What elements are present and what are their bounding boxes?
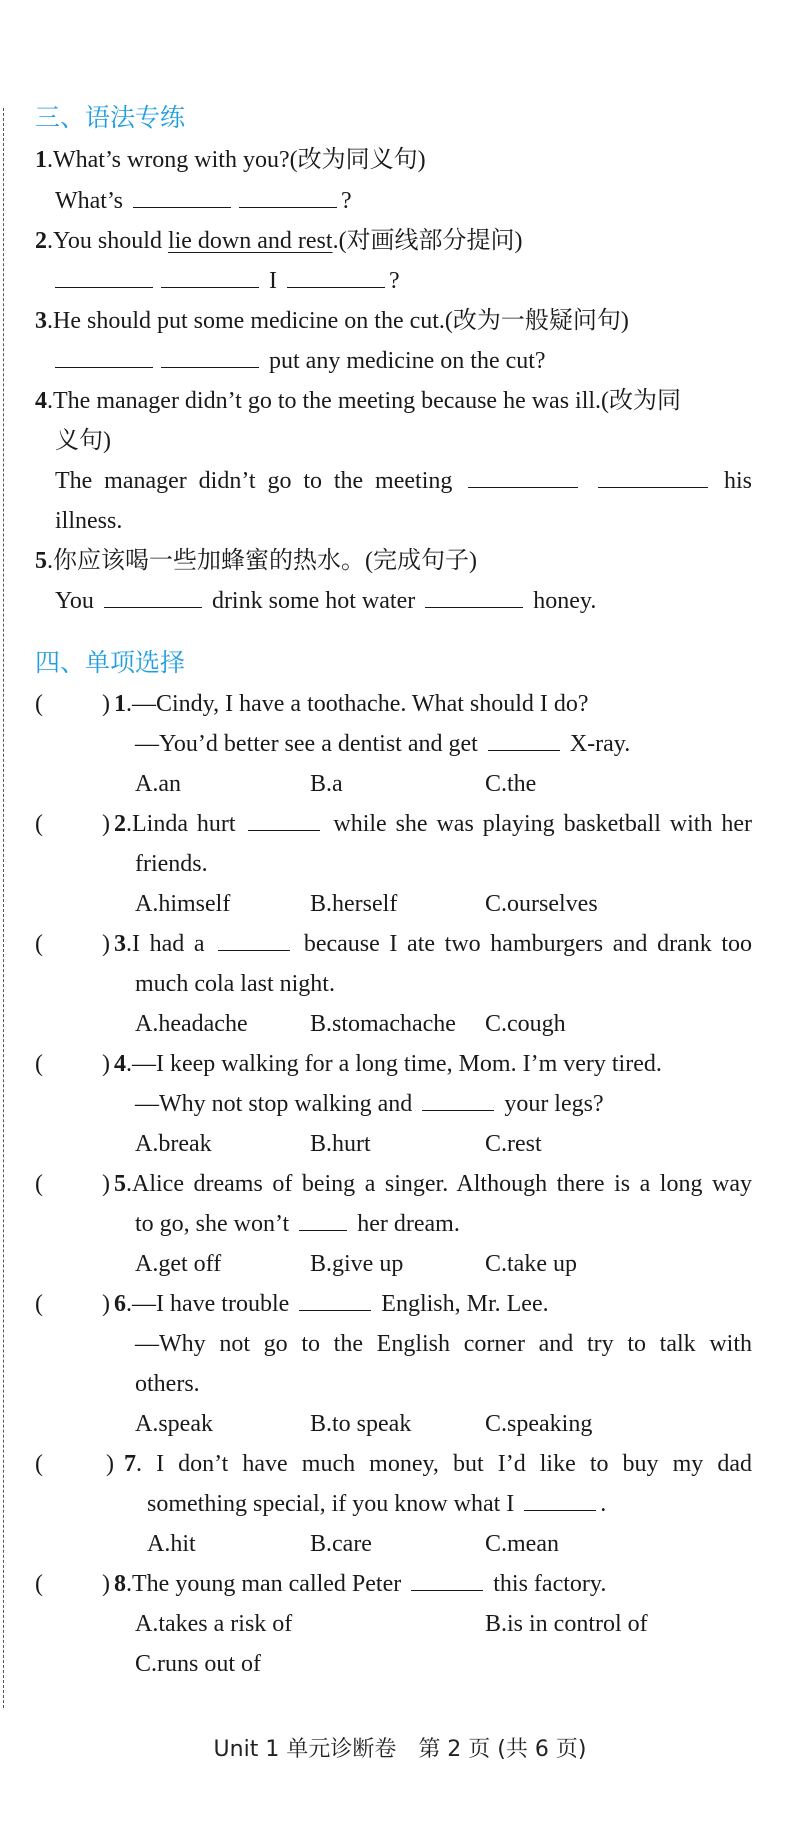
question-text: her dream. — [357, 1211, 460, 1237]
option-b[interactable]: B.to speak — [310, 1411, 412, 1437]
option-a[interactable]: A.break — [135, 1131, 212, 1157]
question-number: 3 — [35, 308, 47, 334]
answer-blank[interactable] — [598, 467, 708, 488]
question-text: .The manager didn’t go to the meeting because he was ill.(改为同 — [47, 388, 682, 414]
choice-q3-line2: much cola last night. — [135, 971, 335, 997]
choice-q3 — [114, 929, 752, 959]
option-b[interactable]: B.care — [310, 1531, 372, 1557]
answer-text: honey. — [533, 588, 597, 614]
answer-paren-close: ) — [102, 1291, 110, 1317]
option-c[interactable]: C.ourselves — [485, 891, 598, 917]
answer-paren-open[interactable]: ( — [35, 811, 43, 837]
grammar-q3-answer — [55, 346, 546, 376]
grammar-q1 — [35, 145, 426, 175]
question-number: 7 — [124, 1451, 136, 1477]
question-text: something special, if you know what I — [147, 1491, 515, 1517]
choice-q6 — [114, 1289, 549, 1319]
question-text: .—I keep walking for a long time, Mom. I’m very tired. — [126, 1051, 662, 1077]
option-c[interactable]: C.speaking — [485, 1411, 593, 1437]
question-text: this factory. — [493, 1571, 607, 1597]
answer-blank — [411, 1570, 483, 1591]
answer-text: You — [55, 588, 94, 614]
grammar-q5-answer — [55, 586, 596, 616]
answer-blank — [488, 730, 560, 751]
answer-blank — [422, 1090, 494, 1111]
grammar-q4-answer-line2: illness. — [55, 508, 123, 534]
option-c[interactable]: C.take up — [485, 1251, 577, 1277]
answer-paren-close: ) — [102, 1171, 110, 1197]
choice-q1 — [114, 689, 589, 719]
answer-paren-close: ) — [102, 691, 110, 717]
question-number: 2 — [114, 811, 126, 837]
answer-text: ? — [389, 268, 400, 294]
answer-paren-close: ) — [102, 811, 110, 837]
question-number: 1 — [35, 147, 47, 173]
grammar-q3 — [35, 306, 629, 336]
question-text: .Linda hurt — [126, 811, 236, 837]
option-c[interactable]: C.rest — [485, 1131, 542, 1157]
answer-paren-open[interactable]: ( — [35, 1171, 43, 1197]
answer-paren-open[interactable]: ( — [35, 691, 43, 717]
answer-paren-close: ) — [102, 1051, 110, 1077]
choice-q5 — [114, 1169, 752, 1199]
answer-paren-open[interactable]: ( — [35, 1051, 43, 1077]
answer-text: ? — [340, 188, 352, 214]
question-text: English, Mr. Lee. — [381, 1291, 549, 1317]
answer-blank[interactable] — [55, 267, 153, 288]
answer-text: I — [269, 268, 277, 294]
question-text: . I don’t have much money, but I’d like to buy my dad — [136, 1451, 752, 1477]
grammar-section-heading: 三、语法专练 — [35, 103, 186, 132]
answer-blank — [218, 930, 290, 951]
option-a[interactable]: A.speak — [135, 1411, 213, 1437]
choice-q6-line3: others. — [135, 1371, 200, 1397]
question-number: 5 — [114, 1171, 126, 1197]
choice-q2 — [114, 809, 752, 839]
choice-q1-line2 — [135, 729, 630, 759]
option-c[interactable]: C.mean — [485, 1531, 559, 1557]
question-number: 6 — [114, 1291, 126, 1317]
answer-paren-open[interactable]: ( — [35, 1291, 43, 1317]
grammar-q5 — [35, 546, 477, 576]
question-text: X-ray. — [569, 731, 631, 757]
option-a[interactable]: A.get off — [135, 1251, 222, 1277]
answer-blank[interactable] — [104, 587, 202, 608]
answer-text: What’s — [55, 188, 123, 214]
question-text: while she was playing basketball with her — [333, 811, 753, 837]
option-b[interactable]: B.hurt — [310, 1131, 371, 1157]
binding-dashed-line — [3, 108, 4, 1708]
option-c[interactable]: C.runs out of — [135, 1651, 261, 1677]
underlined-phrase: lie down and rest — [167, 228, 333, 254]
choice-q8 — [114, 1569, 606, 1599]
choice-section-heading: 四、单项选择 — [35, 648, 186, 677]
answer-blank — [248, 810, 320, 831]
question-text: to go, she won’t — [135, 1211, 290, 1237]
answer-blank — [524, 1490, 596, 1511]
question-number: 4 — [35, 388, 47, 414]
question-text: your legs? — [504, 1091, 604, 1117]
answer-paren-open[interactable]: ( — [35, 1451, 43, 1477]
page-footer: Unit 1 单元诊断卷 第 2 页 (共 6 页) — [213, 1737, 587, 1762]
answer-blank[interactable] — [161, 347, 259, 368]
option-b[interactable]: B.is in control of — [485, 1611, 648, 1637]
choice-q7-line2 — [147, 1489, 606, 1519]
answer-paren-close: ) — [102, 931, 110, 957]
option-a[interactable]: A.an — [135, 771, 181, 797]
option-b[interactable]: B.stomachache — [310, 1011, 456, 1037]
option-b[interactable]: B.a — [310, 771, 343, 797]
answer-blank[interactable] — [425, 587, 523, 608]
option-a[interactable]: A.himself — [135, 891, 231, 917]
question-text: .你应该喝一些加蜂蜜的热水。(完成句子) — [47, 548, 477, 574]
grammar-q1-answer — [55, 186, 352, 216]
choice-q7 — [124, 1449, 752, 1479]
question-text: —You’d better see a dentist and get — [135, 731, 478, 757]
question-number: 2 — [35, 228, 47, 254]
question-text: .—I have trouble — [126, 1291, 290, 1317]
option-a[interactable]: A.hit — [147, 1531, 196, 1557]
question-text: .The young man called Peter — [126, 1571, 402, 1597]
answer-text: The manager didn’t go to the meeting — [55, 468, 453, 494]
answer-paren-close: ) — [106, 1451, 114, 1477]
choice-q2-line2: friends. — [135, 851, 208, 877]
question-number: 8 — [114, 1571, 126, 1597]
question-text: .You should — [47, 228, 168, 254]
answer-paren-open[interactable]: ( — [35, 1571, 43, 1597]
answer-paren-open[interactable]: ( — [35, 931, 43, 957]
answer-blank[interactable] — [468, 467, 578, 488]
question-number: 5 — [35, 548, 47, 574]
question-text: 义句) — [55, 428, 111, 454]
option-c[interactable]: C.the — [485, 771, 537, 797]
question-text: .He should put some medicine on the cut.(改为一般疑问句) — [47, 308, 629, 334]
question-text: .(对画线部分提问) — [332, 228, 523, 254]
question-text: .Alice dreams of being a singer. Although there is a long way — [126, 1171, 752, 1197]
answer-blank[interactable] — [161, 267, 259, 288]
option-c[interactable]: C.cough — [485, 1011, 566, 1037]
answer-blank[interactable] — [55, 347, 153, 368]
question-number: 4 — [114, 1051, 126, 1077]
option-a[interactable]: A.takes a risk of — [135, 1611, 293, 1637]
option-b[interactable]: B.give up — [310, 1251, 404, 1277]
choice-q4-line2 — [135, 1089, 604, 1119]
grammar-q2-answer — [55, 266, 400, 296]
answer-blank — [299, 1290, 371, 1311]
question-text: .—Cindy, I have a toothache. What should I do? — [126, 691, 589, 717]
question-text: .What’s wrong with you?(改为同义句) — [47, 147, 426, 173]
question-text: because I ate two hamburgers and drank too — [303, 931, 753, 957]
question-text: .I had a — [126, 931, 205, 957]
answer-text: his — [724, 468, 753, 494]
answer-blank[interactable] — [239, 187, 337, 208]
answer-blank — [299, 1210, 347, 1231]
grammar-q4-answer — [55, 466, 752, 496]
grammar-q4 — [35, 386, 681, 416]
question-text: . — [600, 1491, 607, 1517]
option-b[interactable]: B.herself — [310, 891, 398, 917]
choice-q4 — [114, 1049, 662, 1079]
answer-blank[interactable] — [133, 187, 231, 208]
choice-q5-line2 — [135, 1209, 460, 1239]
question-number: 3 — [114, 931, 126, 957]
question-number: 1 — [114, 691, 126, 717]
answer-text: put any medicine on the cut? — [269, 348, 546, 374]
answer-blank[interactable] — [287, 267, 385, 288]
grammar-q4-line2 — [55, 426, 111, 456]
option-a[interactable]: A.headache — [135, 1011, 248, 1037]
question-text: —Why not stop walking and — [135, 1091, 413, 1117]
grammar-q2 — [35, 226, 523, 256]
answer-text: drink some hot water — [211, 588, 416, 614]
answer-paren-close: ) — [102, 1571, 110, 1597]
choice-q6-line2: —Why not go to the English corner and try to talk with — [135, 1331, 752, 1357]
